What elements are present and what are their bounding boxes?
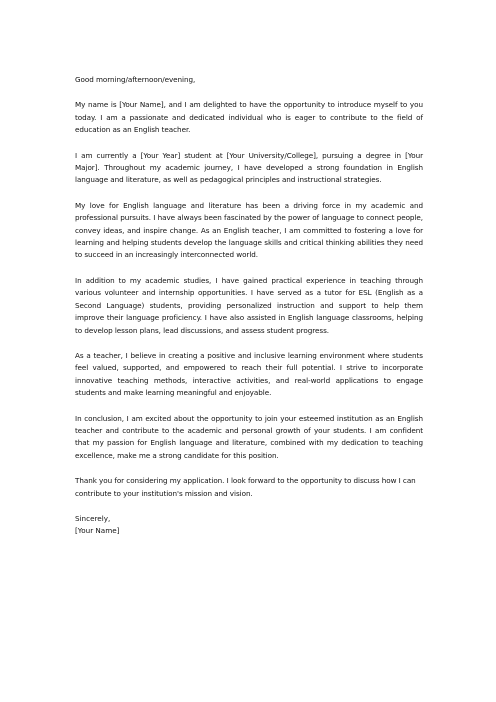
paragraph-passion: My love for English language and literature has been a driving force in my academic and professional pursuits. I have always been fascinated by the power of language to connect people, convey ideas, and inspire change. As an English teacher, I am committed to fostering a love for learning and helping students develop the language skills and critical thinking abilities they need to succeed in an increasingly interconnected world.	[75, 200, 423, 260]
paragraph-introduction: My name is [Your Name], and I am delighted to have the opportunity to introduce myself to you today. I am a passionate and dedicated individual who is eager to contribute to the field of education as an English teacher.	[75, 100, 423, 135]
letter-body	[75, 74, 423, 538]
paragraph-philosophy: As a teacher, I believe in creating a positive and inclusive learning environment where students feel valued, supported, and empowered to reach their full potential. I strive to incorporate innovative teaching methods, interactive activities, and real-world applications to engage students and make learning meaningful and enjoyable.	[75, 350, 423, 398]
paragraph-conclusion: In conclusion, I am excited about the opportunity to join your esteemed institution as an English teacher and contribute to the academic and personal growth of your students. I am confident that my passion for English language and literature, combined with my dedication to teaching excellence, make me a strong candidate for this position.	[75, 413, 423, 460]
paragraph-thanks: Thank you for considering my application. I look forward to the opportunity to discuss how I can contribute to your institution's mission and vision.	[75, 476, 416, 498]
closing: Sincerely,	[75, 513, 111, 523]
greeting: Good morning/afternoon/evening,	[75, 75, 196, 84]
paragraph-experience: In addition to my academic studies, I have gained practical experience in teaching through various volunteer and internship opportunities. I have served as a tutor for ESL (English as a Second Language) students, providing personalized instruction and support to help them improve their language proficiency. I have also assisted in English language classrooms, helping to develop lesson plans, lead discussions, and assess student progress.	[75, 275, 423, 335]
signature: [Your Name]	[75, 526, 120, 536]
paragraph-education: I am currently a [Your Year] student at [Your University/College], pursuing a degree in [Your Major]. Throughout my academic journey, I have developed a strong foundation in English language and literature, as well as pedagogical principles and instructional strategies.	[75, 150, 423, 185]
